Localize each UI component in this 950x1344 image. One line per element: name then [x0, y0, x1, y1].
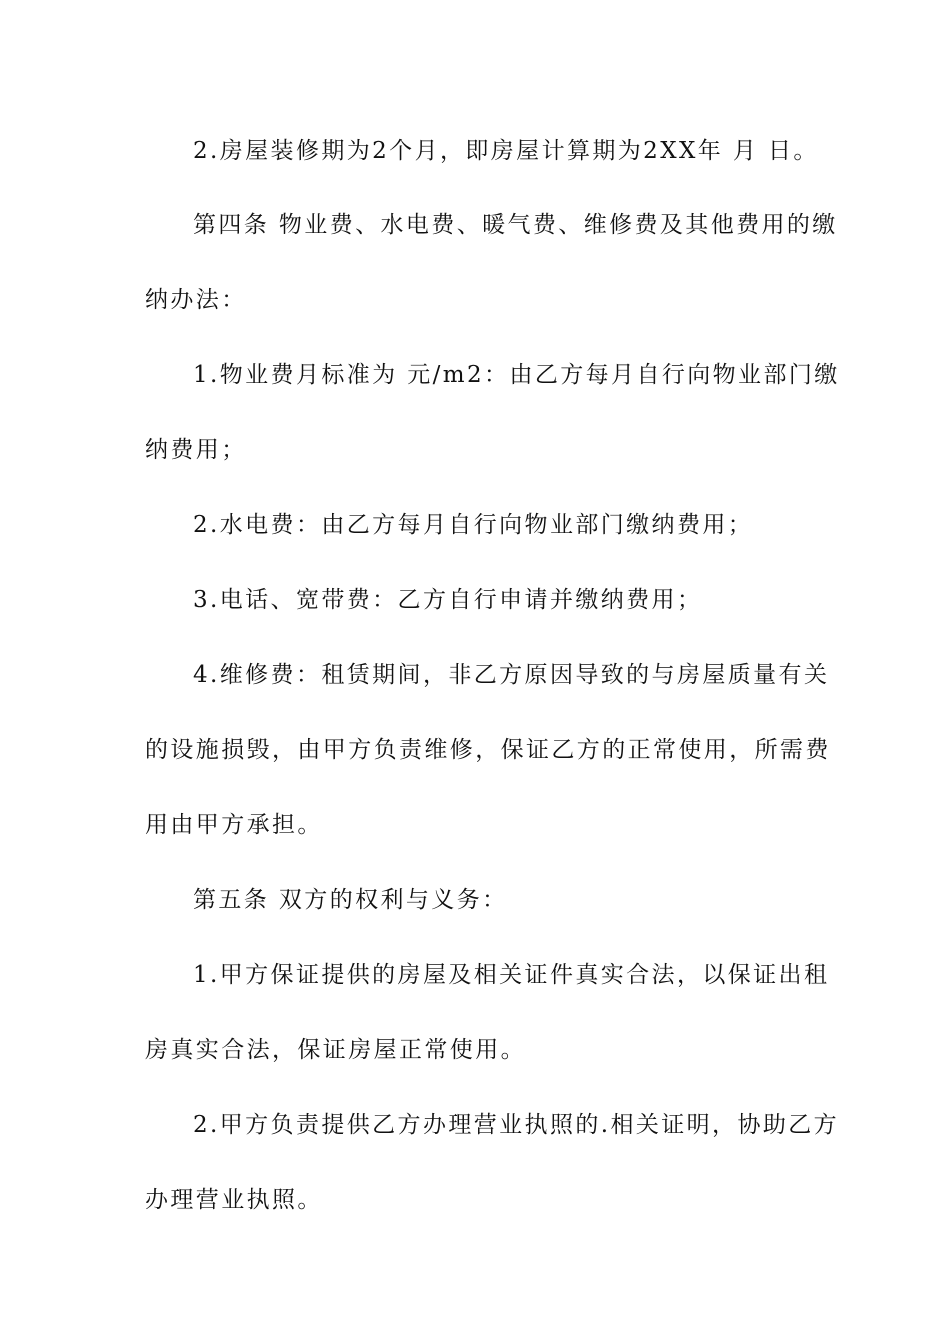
- text-line: 1.甲方保证提供的房屋及相关证件真实合法，以保证出租: [193, 962, 830, 988]
- text-line: 1.物业费月标准为 元/m2：由乙方每月自行向物业部门缴: [193, 362, 840, 388]
- text-line: 纳费用；: [145, 437, 247, 463]
- text-line: 3.电话、宽带费：乙方自行申请并缴纳费用；: [193, 587, 703, 613]
- text-line: 2.水电费：由乙方每月自行向物业部门缴纳费用；: [193, 512, 754, 538]
- text-line: 纳办法：: [145, 287, 247, 313]
- text-line: 办理营业执照。: [145, 1187, 323, 1213]
- text-line: 2.房屋装修期为2个月，即房屋计算期为2XX年 月 日。: [193, 138, 819, 164]
- text-line: 用由甲方承担。: [145, 812, 323, 838]
- section-heading: 第四条 物业费、水电费、暖气费、维修费及其他费用的缴: [193, 212, 838, 238]
- text-line: 房真实合法，保证房屋正常使用。: [145, 1037, 526, 1063]
- text-line: 的设施损毁，由甲方负责维修，保证乙方的正常使用，所需费: [145, 737, 831, 763]
- section-heading: 第五条 双方的权利与义务：: [193, 887, 508, 913]
- text-line: 2.甲方负责提供乙方办理营业执照的.相关证明，协助乙方: [193, 1112, 840, 1138]
- text-line: 4.维修费：租赁期间，非乙方原因导致的与房屋质量有关: [193, 662, 830, 688]
